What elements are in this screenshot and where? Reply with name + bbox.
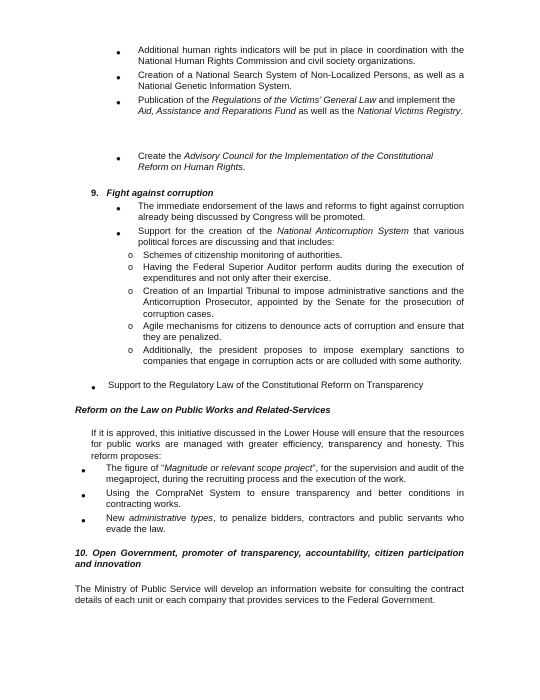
bullet-italic: administrative types — [128, 513, 213, 523]
bullet-icon: ● — [116, 98, 121, 107]
bullet-icon: ● — [81, 491, 86, 500]
bullet-italic: National Anticorruption System — [277, 226, 409, 236]
bullet-icon: ● — [116, 48, 121, 57]
section-10-body-text: The Ministry of Public Service will develop an information website for consulting the contract details of each unit or each company that provides services to the Federal Government. — [75, 584, 464, 606]
section-10-heading — [75, 548, 464, 571]
bullet-icon: ● — [91, 383, 96, 392]
circle-bullet-icon: o — [128, 321, 134, 331]
bullet-item — [106, 513, 464, 536]
bullet-icon: ● — [116, 229, 121, 238]
bullet-text: The figure of “ — [106, 463, 165, 473]
bullet-text: Publication of the — [138, 95, 212, 105]
bullet-italic: Magnitude or relevant scope project — [164, 463, 313, 473]
sub-item-text: Creation of an Impartial Tribunal to impose administrative sanctions and the Anticorruption Prosecutor, appointed by the Senate for the prosecution of corruption cases. — [143, 286, 464, 319]
bullet-item — [138, 201, 464, 224]
reform-heading-text: Reform on the Law on Public Works and Related-Services — [75, 405, 331, 415]
circle-bullet-icon: o — [128, 345, 134, 355]
bullet-italic: Aid, Assistance and Reparations Fund — [138, 106, 296, 117]
circle-bullet-icon: o — [128, 262, 134, 272]
bullet-text: , to penalize bidders, contractors and public servants who evade the law. — [106, 513, 464, 535]
section-10-body — [75, 584, 464, 607]
bullet-text: . — [460, 106, 464, 117]
sub-item — [143, 345, 464, 368]
bullet-text: Additional human rights indicators will be put in place in coordination with the National Human Rights Commission and civil society organizations. — [138, 45, 464, 67]
sub-item-text: Agile mechanisms for citizens to denounce acts of corruption and ensure that they are penalized. — [143, 321, 464, 343]
section-10-heading-text: 10. Open Government, promoter of transparency, accountability, citizen participation and innovation — [75, 548, 464, 570]
bullet-item — [138, 70, 464, 93]
bullet-italic: Advisory Council for the Implementation of the Constitutional Reform on Human Rights — [138, 151, 434, 173]
bullet-italic: Regulations of the Victims’ General Law — [211, 95, 377, 105]
reform-heading — [75, 405, 331, 416]
bullet-text: ”, for the supervision and audit of the megaproject, during the recruiting process and the execution of the work. — [106, 463, 464, 485]
bullet-icon: ● — [81, 516, 86, 525]
sub-item — [143, 250, 464, 261]
bullet-text: Create the — [138, 151, 184, 161]
bullet-item — [138, 45, 464, 68]
bullet-text: New — [106, 513, 129, 523]
circle-bullet-icon: o — [128, 250, 134, 260]
reform-intro — [91, 428, 464, 462]
bullet-item — [106, 463, 464, 486]
bullet-text: Support to the Regulatory Law of the Constitutional Reform on Transparency — [108, 380, 424, 390]
bullet-item — [138, 151, 464, 174]
bullet-text: as well as the — [295, 106, 358, 117]
section-title: Fight against corruption — [106, 188, 214, 198]
bullet-icon: ● — [116, 73, 121, 82]
bullet-icon: ● — [116, 204, 121, 213]
bullet-item — [106, 488, 464, 511]
circle-bullet-icon: o — [128, 286, 134, 296]
sub-item-text: Schemes of citizenship monitoring of authorities. — [143, 250, 343, 260]
bullet-text: . — [242, 162, 246, 173]
bullet-item — [108, 380, 478, 391]
bullet-text: The immediate endorsement of the laws and reforms to fight against corruption already being discussed by Congress will be promoted. — [138, 201, 464, 223]
bullet-icon: ● — [116, 154, 121, 163]
bullet-text: Using the CompraNet System to ensure transparency and better conditions in contracting works. — [106, 488, 464, 510]
sub-item — [143, 262, 464, 285]
bullet-text: that various political forces are discussing and that includes: — [138, 226, 464, 248]
sub-item-text: Additionally, the president proposes to impose exemplary sanctions to companies that engage in corruption acts or are colluded with some authority. — [143, 345, 464, 367]
sub-item-text: Having the Federal Superior Auditor perform audits during the execution of expenditures and not only after their exercise. — [143, 262, 464, 284]
section-number: 9. — [91, 188, 99, 198]
bullet-item — [138, 226, 464, 249]
sub-item — [143, 321, 464, 344]
bullet-item — [138, 95, 464, 118]
section-9-heading — [91, 188, 213, 199]
bullet-text: Creation of a National Search System of Non-Localized Persons, as well as a National Genetic Information System. — [138, 70, 464, 92]
bullet-text: Support for the creation of the — [138, 226, 278, 236]
bullet-text: and implement the — [376, 95, 456, 105]
bullet-icon: ● — [81, 466, 86, 475]
bullet-italic: National Victims Registry — [357, 106, 461, 117]
sub-item — [143, 286, 464, 320]
reform-intro-text: If it is approved, this initiative discussed in the Lower House will ensure that the resources for public works are managed with greater efficiency, transparency and honesty. This reform proposes: — [91, 428, 464, 461]
